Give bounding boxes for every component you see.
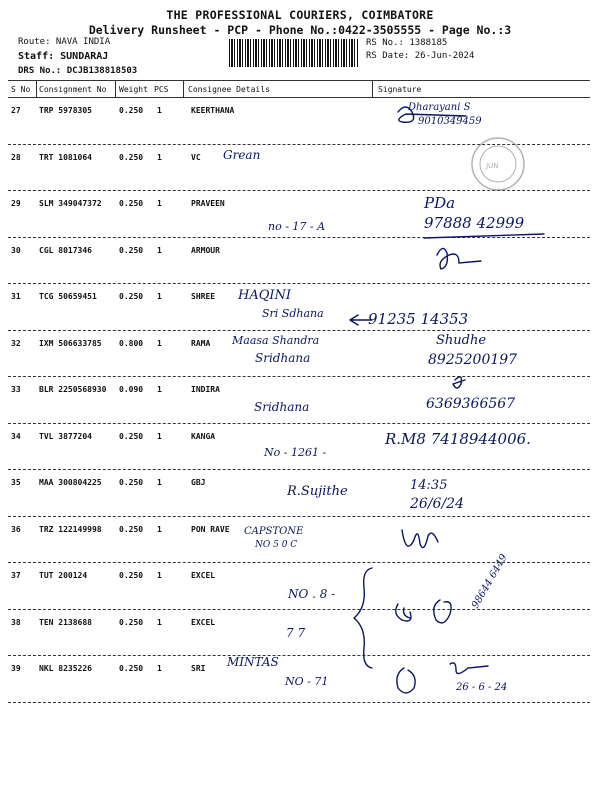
row-sno: 30 bbox=[11, 245, 21, 255]
row-consignee: EXCEL bbox=[191, 571, 216, 580]
row-weight: 0.250 bbox=[119, 478, 144, 487]
route-label: Route: NAVA INDIA bbox=[18, 37, 111, 47]
row-consignee: KANGA bbox=[191, 431, 216, 441]
handwritten-phone: 98644 6449 bbox=[470, 552, 510, 611]
row-consignment-no: TCG 50659451 bbox=[39, 292, 97, 301]
col-header-sno: S No bbox=[11, 85, 31, 94]
handwritten-date: 26 - 6 - 24 bbox=[456, 682, 508, 693]
row-weight: 0.250 bbox=[119, 245, 144, 255]
row-consignee: RAMA bbox=[191, 338, 211, 348]
row-sno: 34 bbox=[11, 431, 21, 441]
rs-date: RS Date: 26-Jun-2024 bbox=[366, 51, 475, 61]
row-consignee: VC bbox=[191, 152, 201, 162]
row-consignee: GBJ bbox=[191, 478, 206, 487]
row-consignment-no: IXM 506633785 bbox=[39, 338, 102, 348]
row-sno: 33 bbox=[11, 385, 21, 394]
row-pcs: 1 bbox=[157, 571, 162, 580]
row-sno: 39 bbox=[11, 664, 21, 673]
company-title: THE PROFESSIONAL COURIERS, COIMBATORE bbox=[166, 8, 434, 22]
row-consignee: EXCEL bbox=[191, 617, 216, 627]
signature-scribble bbox=[450, 663, 488, 674]
row-weight: 0.250 bbox=[119, 617, 144, 627]
handwritten-phone: 9010349459 bbox=[418, 116, 482, 127]
row-sno: 27 bbox=[11, 106, 21, 115]
row-pcs: 1 bbox=[157, 199, 162, 208]
row-consignee: SRI bbox=[191, 664, 206, 673]
row-consignee: PRAVEEN bbox=[191, 199, 225, 208]
handwritten-date: 26/6/24 bbox=[410, 496, 464, 512]
row-pcs: 1 bbox=[157, 152, 162, 162]
signature-scribble bbox=[398, 107, 466, 122]
handwritten-signature: Shudhe bbox=[436, 333, 487, 348]
row-consignment-no: TRZ 122149998 bbox=[39, 524, 102, 534]
col-header-consignee: Consignee Details bbox=[188, 85, 270, 94]
row-sno: 31 bbox=[11, 292, 21, 301]
row-consignment-no: CGL 8017346 bbox=[39, 245, 92, 255]
handwritten-phone: 6369366567 bbox=[426, 396, 516, 412]
row-pcs: 1 bbox=[157, 292, 162, 301]
handwritten-note: Grean bbox=[223, 148, 261, 162]
row-weight: 0.250 bbox=[119, 431, 144, 441]
signature-circle bbox=[397, 668, 415, 693]
row-consignment-no: TEN 2138688 bbox=[39, 617, 92, 627]
row-consignee: ARMOUR bbox=[191, 245, 220, 255]
handwritten-name: HAQINI bbox=[238, 288, 292, 303]
row-consignment-no: MAA 300804225 bbox=[39, 478, 102, 487]
handwritten-address: NO . 8 - bbox=[288, 587, 336, 601]
signature-brace bbox=[354, 568, 372, 668]
handwritten-address: CAPSTONE bbox=[244, 526, 304, 537]
row-weight: 0.250 bbox=[119, 152, 144, 162]
row-sno: 38 bbox=[11, 617, 21, 627]
row-pcs: 1 bbox=[157, 338, 162, 348]
row-consignee: PON RAVE bbox=[191, 524, 230, 534]
col-header-consignment: Consignment No bbox=[39, 85, 107, 94]
handwritten-address: No - 1261 - bbox=[264, 446, 327, 459]
handwritten-phone: R.M8 7418944006. bbox=[385, 430, 531, 448]
row-weight: 0.800 bbox=[119, 338, 144, 348]
arrow bbox=[350, 315, 372, 325]
row-consignee: KEERTHANA bbox=[191, 106, 235, 115]
delivery-stamp bbox=[472, 138, 524, 190]
handwritten-address: Sridhana bbox=[254, 400, 310, 414]
row-consignment-no: TRP 5978305 bbox=[39, 106, 92, 115]
row-pcs: 1 bbox=[157, 431, 162, 441]
signature-scribble bbox=[434, 600, 451, 623]
handwritten-phone: 8925200197 bbox=[428, 352, 518, 368]
rs-number: RS No.: 1388185 bbox=[366, 38, 448, 48]
row-pcs: 1 bbox=[157, 106, 162, 115]
row-consignment-no: NKL 8235226 bbox=[39, 664, 92, 673]
row-pcs: 1 bbox=[157, 524, 162, 534]
row-pcs: 1 bbox=[157, 478, 162, 487]
handwritten-address: Sri Sdhana bbox=[262, 307, 324, 320]
drs-number: DRS No.: DCJB138818503 bbox=[18, 66, 138, 76]
signature-scribble bbox=[437, 248, 481, 269]
signature-scribble bbox=[402, 530, 438, 548]
row-pcs: 1 bbox=[157, 245, 162, 255]
signature-scribble bbox=[396, 604, 411, 621]
row-weight: 0.250 bbox=[119, 199, 144, 208]
handwritten-phone: 97888 42999 bbox=[424, 214, 525, 232]
row-consignment-no: BLR 2250568930 bbox=[39, 385, 107, 394]
row-consignee: INDIRA bbox=[191, 385, 220, 394]
row-sno: 28 bbox=[11, 152, 21, 162]
handwritten-time: 14:35 bbox=[410, 478, 448, 493]
handwritten-address: NO 5 0 C bbox=[255, 540, 298, 550]
runsheet-subtitle: Delivery Runsheet - PCP - Phone No.:0422-3505555 - Page No.:3 bbox=[88, 23, 512, 37]
row-weight: 0.250 bbox=[119, 106, 144, 115]
row-consignment-no: TUT 200124 bbox=[39, 571, 88, 580]
col-header-pcs: PCS bbox=[154, 85, 169, 94]
handwritten-phone: 91235 14353 bbox=[368, 310, 469, 328]
handwritten-address: no - 17 - A bbox=[268, 220, 326, 233]
row-pcs: 1 bbox=[157, 617, 162, 627]
row-sno: 32 bbox=[11, 338, 21, 348]
row-consignee: SHREE bbox=[191, 292, 216, 301]
row-sno: 35 bbox=[11, 478, 21, 487]
svg-text:JUN: JUN bbox=[486, 162, 499, 170]
row-pcs: 1 bbox=[157, 664, 162, 673]
handwritten-address: 7 7 bbox=[286, 626, 306, 640]
staff-label: Staff: SUNDARAJ bbox=[18, 51, 109, 62]
col-header-weight: Weight bbox=[119, 85, 148, 94]
handwritten-address: Sridhana bbox=[255, 351, 311, 365]
handwritten-name: MINTAS bbox=[227, 655, 279, 669]
row-sno: 36 bbox=[11, 524, 21, 534]
handwritten-name: R.Sujithe bbox=[287, 484, 348, 499]
col-header-signature: Signature bbox=[378, 85, 422, 94]
row-consignment-no: TVL 3877204 bbox=[39, 431, 92, 441]
row-consignment-no: TRT 1081064 bbox=[39, 152, 92, 162]
row-weight: 0.250 bbox=[119, 571, 144, 580]
signature-scribble bbox=[453, 377, 465, 388]
handwritten-address: NO - 71 bbox=[285, 675, 329, 688]
signature-underline bbox=[424, 234, 544, 238]
row-sno: 29 bbox=[11, 199, 21, 208]
row-weight: 0.250 bbox=[119, 524, 144, 534]
handwritten-name: Dharayani S bbox=[408, 102, 471, 113]
handwritten-name: Maasa Shandra bbox=[232, 334, 320, 347]
row-sno: 37 bbox=[11, 571, 21, 580]
row-weight: 0.250 bbox=[119, 664, 144, 673]
row-weight: 0.250 bbox=[119, 292, 144, 301]
row-consignment-no: SLM 349047372 bbox=[39, 199, 102, 208]
row-weight: 0.090 bbox=[119, 385, 144, 394]
row-pcs: 1 bbox=[157, 385, 162, 394]
handwritten-signature: PDa bbox=[424, 194, 456, 212]
